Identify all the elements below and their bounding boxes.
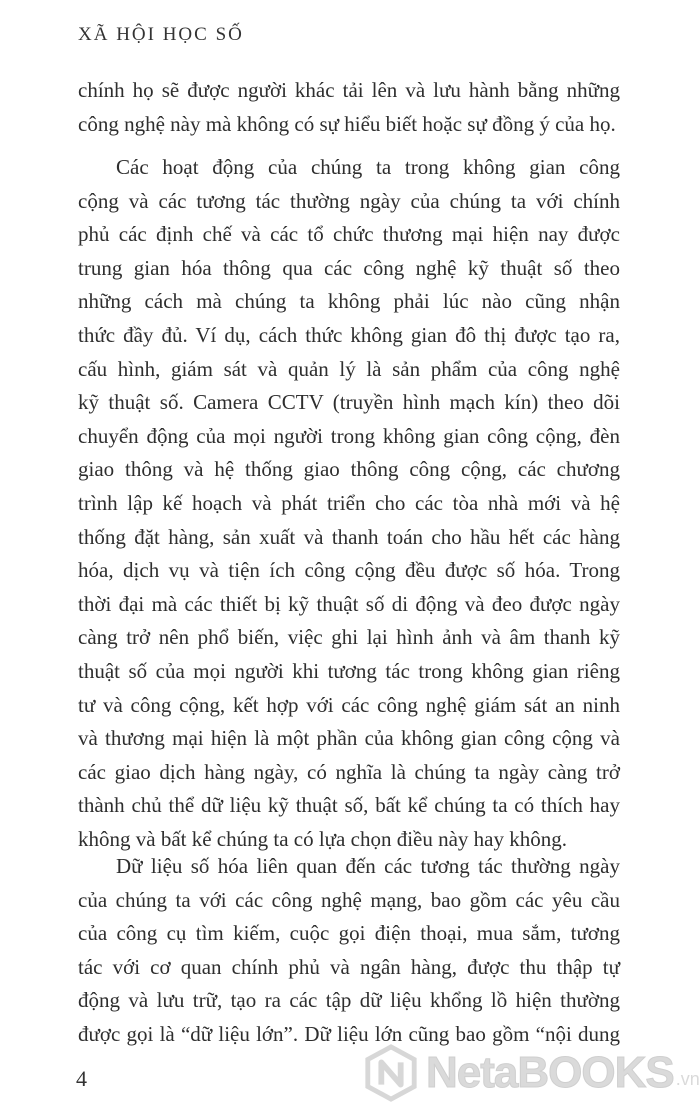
text-line: chuyển động của mọi người trong không gian công cộng, đèn (78, 423, 620, 448)
text-line: thời đại mà các thiết bị kỹ thuật số di động và đeo được ngày (78, 591, 620, 616)
text-line: trình lập kế hoạch và phát triển cho các tòa nhà mới và hệ (78, 490, 620, 515)
text-line: trung gian hóa thông qua các công nghệ kỹ thuật số theo (78, 255, 620, 280)
text-line: của công cụ tìm kiếm, cuộc gọi điện thoại, mua sắm, tương (78, 921, 620, 946)
text-line: kỹ thuật số. Camera CCTV (truyền hình mạch kín) theo dõi (78, 390, 620, 415)
text-line: chính họ sẽ được người khác tải lên và lưu hành bằng những (78, 78, 620, 102)
text-line: tư và công cộng, kết hợp với các công nghệ giám sát an ninh (78, 692, 620, 717)
text-line: không và bất kể chúng ta có lựa chọn điều này hay không. (78, 826, 567, 851)
text-line: động và lưu trữ, tạo ra các tập dữ liệu khổng lồ hiện thường (78, 988, 620, 1013)
watermark (362, 1044, 700, 1102)
running-header: XÃ HỘI HỌC SỐ (78, 24, 244, 45)
text-line: thành chủ thể dữ liệu kỹ thuật số, bất kể chúng ta có thích hay (78, 793, 620, 818)
text-line: thuật số của mọi người khi tương tác trong không gian riêng (78, 658, 620, 683)
text-line: phủ các định chế và các tổ chức thương mại hiện nay được (78, 222, 620, 247)
text-line: thức đầy đủ. Ví dụ, cách thức không gian đô thị được tạo ra, (78, 322, 620, 347)
text-line: thống đặt hàng, sản xuất và thanh toán cho hầu hết các hàng (78, 524, 620, 549)
paragraph-2 (78, 151, 620, 856)
text-line: các giao dịch hàng ngày, có nghĩa là chúng ta ngày càng trở (78, 759, 620, 784)
text-line: cấu hình, giám sát và quản lý là sản phẩm của công nghệ (78, 356, 620, 381)
text-line: giao thông và hệ thống giao thông công cộng, các chương (78, 457, 620, 482)
n-logo-icon (362, 1044, 420, 1102)
text-line: được gọi là “dữ liệu lớn”. Dữ liệu lớn cũng bao gồm “nội dung (78, 1021, 620, 1046)
watermark-suffix: .vn (675, 1069, 700, 1089)
paragraph-1 (78, 74, 620, 141)
text-line: công nghệ này mà không có sự hiểu biết hoặc sự đồng ý của họ. (78, 111, 616, 136)
text-line: cộng và các tương tác thường ngày của chúng ta với chính (78, 188, 620, 213)
text-line: của chúng ta với các công nghệ mạng, bao gồm các yêu cầu (78, 887, 620, 912)
paragraph-3 (78, 850, 620, 1052)
text-line: hóa, dịch vụ và tiện ích công cộng đều được số hóa. Trong (78, 558, 620, 583)
text-line: và thương mại hiện là một phần của không gian công cộng và (78, 726, 620, 751)
text-line: Các hoạt động của chúng ta trong không gian công (116, 155, 620, 179)
watermark-text: NetaBOOKS (426, 1048, 674, 1097)
text-line: những cách mà chúng ta không phải lúc nào cũng nhận (78, 289, 620, 314)
text-line: càng trở nên phổ biến, việc ghi lại hình ảnh và âm thanh kỹ (78, 625, 620, 650)
text-line: tác với cơ quan chính phủ và ngân hàng, được thu thập tự (78, 954, 620, 979)
page-number: 4 (76, 1066, 87, 1091)
text-line: Dữ liệu số hóa liên quan đến các tương tác thường ngày (116, 854, 620, 878)
